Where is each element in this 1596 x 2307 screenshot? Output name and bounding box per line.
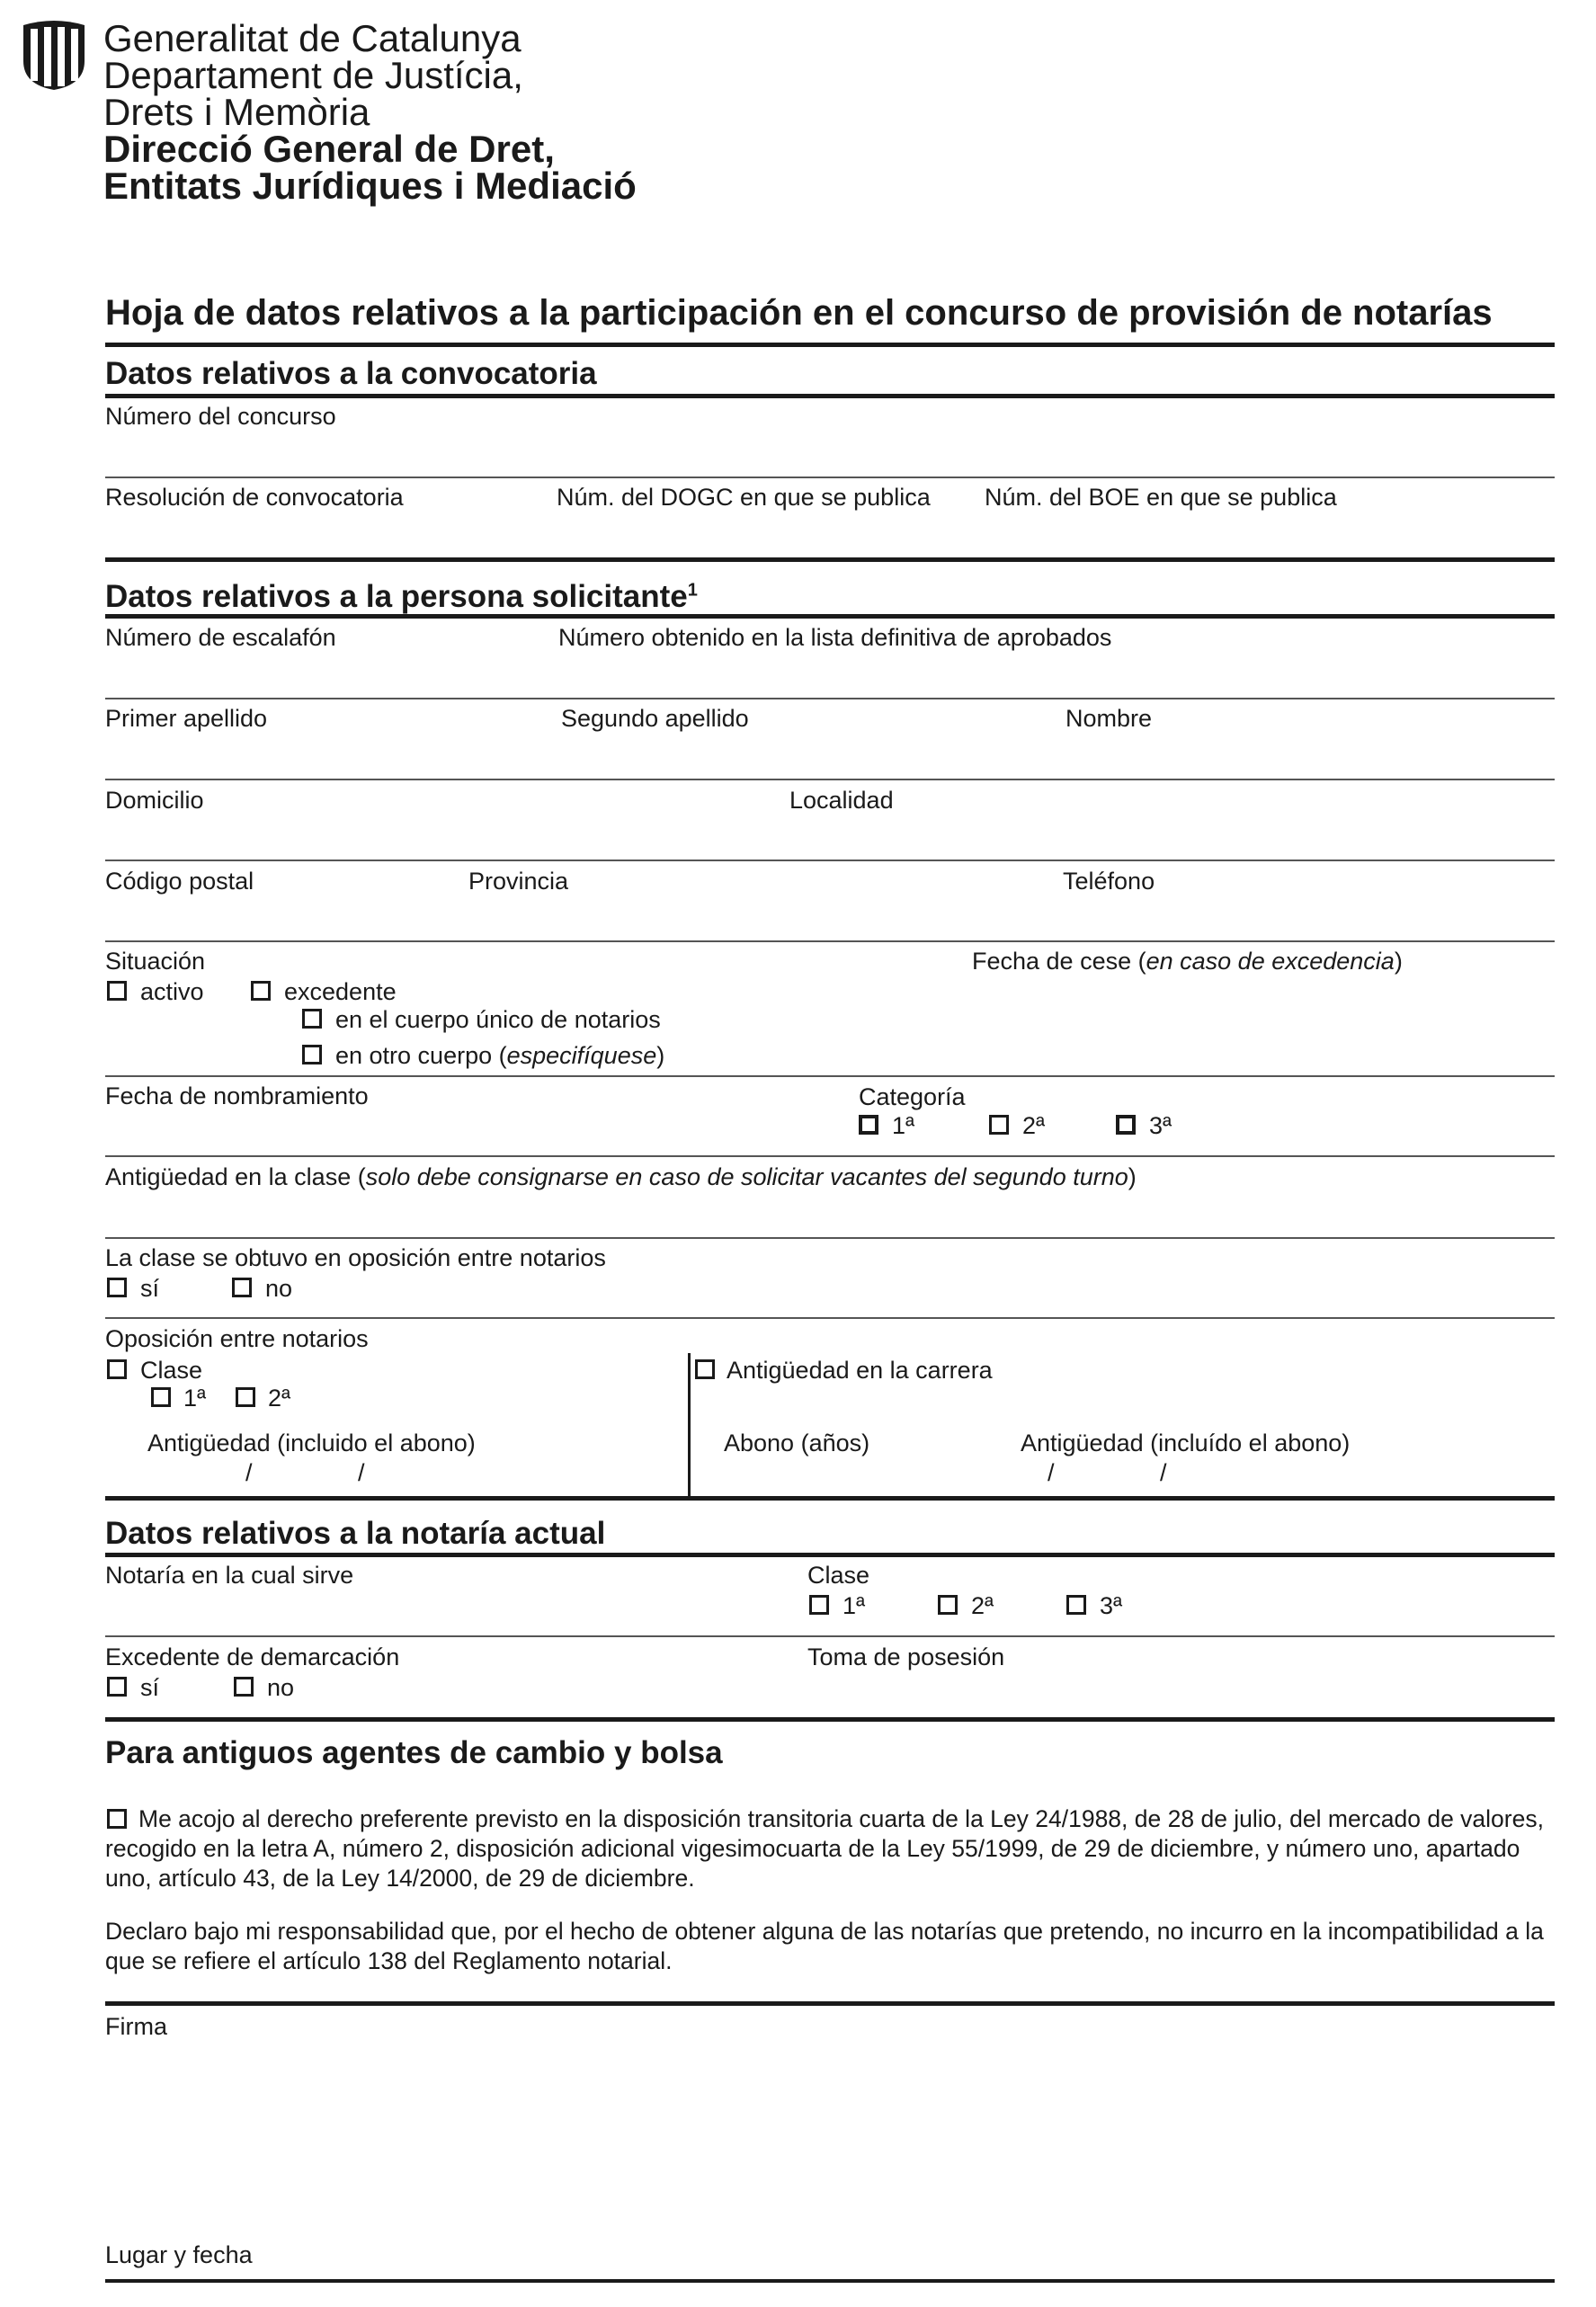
label-num-boe: Núm. del BOE en que se publica xyxy=(985,484,1337,511)
footnote-marker: 1 xyxy=(687,580,698,601)
checkbox-categoria-2[interactable] xyxy=(989,1115,1009,1135)
label-toma-posesion: Toma de posesión xyxy=(807,1643,1005,1670)
label-categoria-1: 1ª xyxy=(892,1112,915,1139)
checkbox-categoria-1[interactable] xyxy=(859,1115,878,1135)
header-direccio: Direcció General de Dret, xyxy=(103,128,555,170)
vertical-divider xyxy=(688,1353,691,1497)
label-cuerpo-unico: en el cuerpo único de notarios xyxy=(335,1006,661,1033)
checkbox-oposicion-no[interactable] xyxy=(232,1278,252,1297)
label-lugar-fecha: Lugar y fecha xyxy=(105,2241,253,2268)
checkbox-cuerpo-unico[interactable] xyxy=(302,1009,322,1029)
checkbox-oposicion-si[interactable] xyxy=(107,1278,127,1297)
label-localidad: Localidad xyxy=(789,787,894,814)
label-escalafon: Número de escalafón xyxy=(105,624,336,651)
label-demarcacion-si: sí xyxy=(140,1674,160,1701)
label-domicilio: Domicilio xyxy=(105,787,204,814)
checkbox-otro-cuerpo[interactable] xyxy=(302,1045,322,1064)
checkbox-demarcacion-no[interactable] xyxy=(234,1677,254,1697)
label-oposicion-no: no xyxy=(265,1275,293,1302)
label-codigo-postal: Código postal xyxy=(105,868,254,895)
divider xyxy=(105,1496,1555,1501)
field-line xyxy=(105,860,1555,861)
label-situacion: Situación xyxy=(105,948,206,975)
label-antiguedad-abono: Antigüedad (incluido el abono) xyxy=(147,1430,476,1456)
form-title: Hoja de datos relativos a la participación en el concurso de provisión de notarías xyxy=(105,293,1493,333)
checkbox-excedente[interactable] xyxy=(251,981,271,1001)
date-slash: / xyxy=(245,1459,253,1486)
label-clase-2: 2ª xyxy=(268,1385,291,1412)
label-resolucion: Resolución de convocatoria xyxy=(105,484,404,511)
label-firma: Firma xyxy=(105,2013,167,2040)
label-num-dogc: Núm. del DOGC en que se publica xyxy=(557,484,931,511)
label-fecha-cese: Fecha de cese (en caso de excedencia) xyxy=(972,948,1403,975)
field-line xyxy=(105,1075,1555,1077)
label-notaria-clase-1: 1ª xyxy=(843,1592,866,1619)
section-agentes-cambio: Para antiguos agentes de cambio y bolsa xyxy=(105,1735,723,1770)
label-numero-concurso: Número del concurso xyxy=(105,403,336,430)
label-antiguedad-carrera: Antigüedad en la carrera xyxy=(727,1357,993,1384)
label-antiguedad-abono-2: Antigüedad (incluído el abono) xyxy=(1021,1430,1351,1456)
divider xyxy=(105,1717,1555,1722)
field-line xyxy=(105,477,1555,478)
label-excedente-demarcacion: Excedente de demarcación xyxy=(105,1643,400,1670)
label-demarcacion-no: no xyxy=(267,1674,295,1701)
label-notaria-clase-3: 3ª xyxy=(1100,1592,1123,1619)
label-clase-oposicion: La clase se obtuvo en oposición entre notarios xyxy=(105,1244,606,1271)
checkbox-clase-1[interactable] xyxy=(151,1387,171,1407)
label-otro-cuerpo: en otro cuerpo (especifíquese) xyxy=(335,1042,665,1069)
checkbox-clase[interactable] xyxy=(107,1359,127,1379)
label-clase-1: 1ª xyxy=(183,1385,207,1412)
label-clase: Clase xyxy=(140,1357,203,1384)
checkbox-demarcacion-si[interactable] xyxy=(107,1677,127,1697)
date-slash: / xyxy=(1048,1459,1055,1486)
label-notaria-clase: Clase xyxy=(807,1562,870,1589)
paragraph-derecho-preferente: Me acojo al derecho preferente previsto en la disposición transitoria cuarta de la Ley 24/1988, de 28 de julio, del mercado de valores, recogido en la letra A, número 2, disposición adicional vigesimocuarta de la Ley 55/1999, de 29 de diciembre, y número uno, apartado uno, artículo 43, de la Ley 14/2000, de 29 de diciembre. xyxy=(105,1805,1544,1892)
divider xyxy=(105,1553,1555,1557)
label-notaria-sirve: Notaría en la cual sirve xyxy=(105,1562,354,1589)
checkbox-clase-2[interactable] xyxy=(236,1387,255,1407)
label-primer-apellido: Primer apellido xyxy=(105,705,268,732)
header-drets: Drets i Memòria xyxy=(103,91,370,133)
checkbox-notaria-clase-2[interactable] xyxy=(938,1595,958,1615)
divider xyxy=(105,394,1555,398)
header-entitats: Entitats Jurídiques i Mediació xyxy=(103,165,637,207)
checkbox-activo[interactable] xyxy=(107,981,127,1001)
divider xyxy=(105,614,1555,619)
date-slash: / xyxy=(1160,1459,1167,1486)
divider xyxy=(105,343,1555,347)
label-categoria: Categoría xyxy=(859,1083,966,1110)
label-lista-aprobados: Número obtenido en la lista definitiva de aprobados xyxy=(558,624,1112,651)
checkbox-antiguedad-carrera[interactable] xyxy=(695,1359,715,1379)
field-line xyxy=(105,1237,1555,1239)
field-line xyxy=(105,1317,1555,1319)
checkbox-categoria-3[interactable] xyxy=(1116,1115,1136,1135)
label-oposicion-notarios: Oposición entre notarios xyxy=(105,1325,369,1352)
label-categoria-3: 3ª xyxy=(1149,1112,1172,1139)
section-convocatoria: Datos relativos a la convocatoria xyxy=(105,356,597,391)
divider xyxy=(105,557,1555,562)
field-line xyxy=(105,940,1555,942)
label-notaria-clase-2: 2ª xyxy=(971,1592,994,1619)
date-slash: / xyxy=(358,1459,365,1486)
field-line xyxy=(105,698,1555,699)
label-abono-anos: Abono (años) xyxy=(724,1430,870,1456)
header-generalitat: Generalitat de Catalunya xyxy=(103,17,522,59)
label-activo: activo xyxy=(140,978,204,1005)
section-solicitante: Datos relativos a la persona solicitante$^1$ xyxy=(105,579,698,614)
label-oposicion-si: sí xyxy=(140,1275,160,1302)
divider xyxy=(105,2279,1555,2283)
label-provincia: Provincia xyxy=(468,868,569,895)
header-departament: Departament de Justícia, xyxy=(103,54,523,96)
checkbox-notaria-clase-3[interactable] xyxy=(1066,1595,1086,1615)
label-nombre: Nombre xyxy=(1065,705,1153,732)
field-line xyxy=(105,1155,1555,1157)
field-line xyxy=(105,779,1555,780)
section-notaria-actual: Datos relativos a la notaría actual xyxy=(105,1516,606,1551)
label-fecha-nombramiento: Fecha de nombramiento xyxy=(105,1082,369,1109)
label-telefono: Teléfono xyxy=(1063,868,1155,895)
label-antiguedad-clase: Antigüedad en la clase (solo debe consignarse en caso de solicitar vacantes del segundo turno) xyxy=(105,1163,1137,1190)
checkbox-notaria-clase-1[interactable] xyxy=(809,1595,829,1615)
label-categoria-2: 2ª xyxy=(1022,1112,1046,1139)
label-segundo-apellido: Segundo apellido xyxy=(561,705,749,732)
field-line xyxy=(105,1635,1555,1637)
paragraph-declaracion: Declaro bajo mi responsabilidad que, por el hecho de obtener alguna de las notarías que pretendo, no incurro en la incompatibilidad a la que se refiere el artículo 138 del Reglamento notarial. xyxy=(105,1918,1544,1974)
generalitat-logo-icon xyxy=(20,20,88,92)
label-excedente: excedente xyxy=(284,978,397,1005)
divider xyxy=(105,2001,1555,2006)
